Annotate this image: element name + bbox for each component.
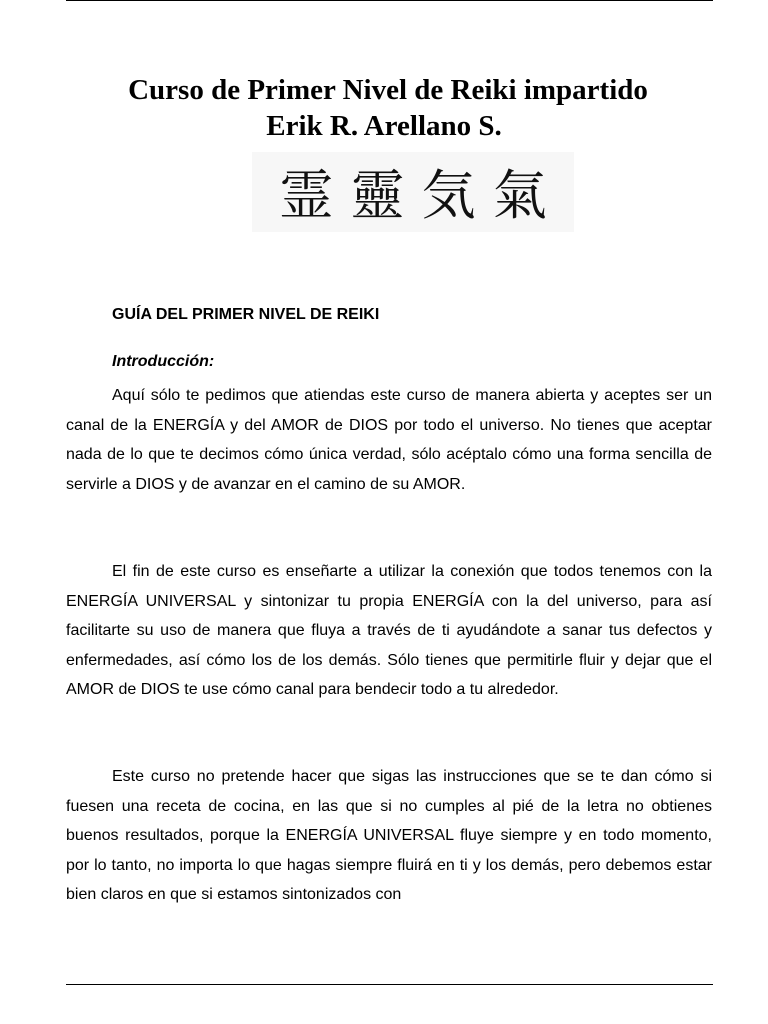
introduction-heading: Introducción: <box>112 353 215 370</box>
paragraph-2: El fin de este curso es enseñarte a utilizar la conexión que todos tenemos con la ENERGÍA UNIVERSAL y sintonizar tu propia ENERGÍA con la del universo, para así facilitarte su uso de manera que fluya a través de ti ayudándote a sanar tus defectos y enfermedades, así cómo los de los demás. Sólo tienes que permitirle fluir y dejar que el AMOR de DIOS te use cómo canal para bendecir todo a tu alrededor. <box>66 563 712 698</box>
kanji-glyphs: 霊 靈 気 氣 <box>279 164 547 227</box>
bottom-rule <box>66 984 713 985</box>
title-line-1: Curso de Primer Nivel de Reiki impartido <box>128 74 648 106</box>
title-line-2: Erik R. Arellano S. <box>266 110 502 142</box>
top-rule <box>66 0 713 1</box>
document-title <box>0 72 768 144</box>
paragraph-3: Este curso no pretende hacer que sigas las instrucciones que se te dan cómo si fuesen una receta de cocina, en las que si no cumples al pié de la letra no obtienes buenos resultados, porque la ENERGÍA UNIVERSAL fluye siempre y en todo momento, por lo tanto, no importa lo que hagas siempre fluirá en ti y los demás, pero debemos estar bien claros en que si estamos sintonizados con <box>66 768 712 903</box>
paragraph-1: Aquí sólo te pedimos que atiendas este curso de manera abierta y aceptes ser un canal de la ENERGÍA y del AMOR de DIOS por todo el universo. No tienes que aceptar nada de lo que te decimos cómo única verdad, sólo acéptalo cómo una forma sencilla de servirle a DIOS y de avanzar en el camino de su AMOR. <box>66 387 712 493</box>
reiki-kanji-image <box>252 152 574 232</box>
section-heading: GUÍA DEL PRIMER NIVEL DE REIKI <box>112 306 380 323</box>
